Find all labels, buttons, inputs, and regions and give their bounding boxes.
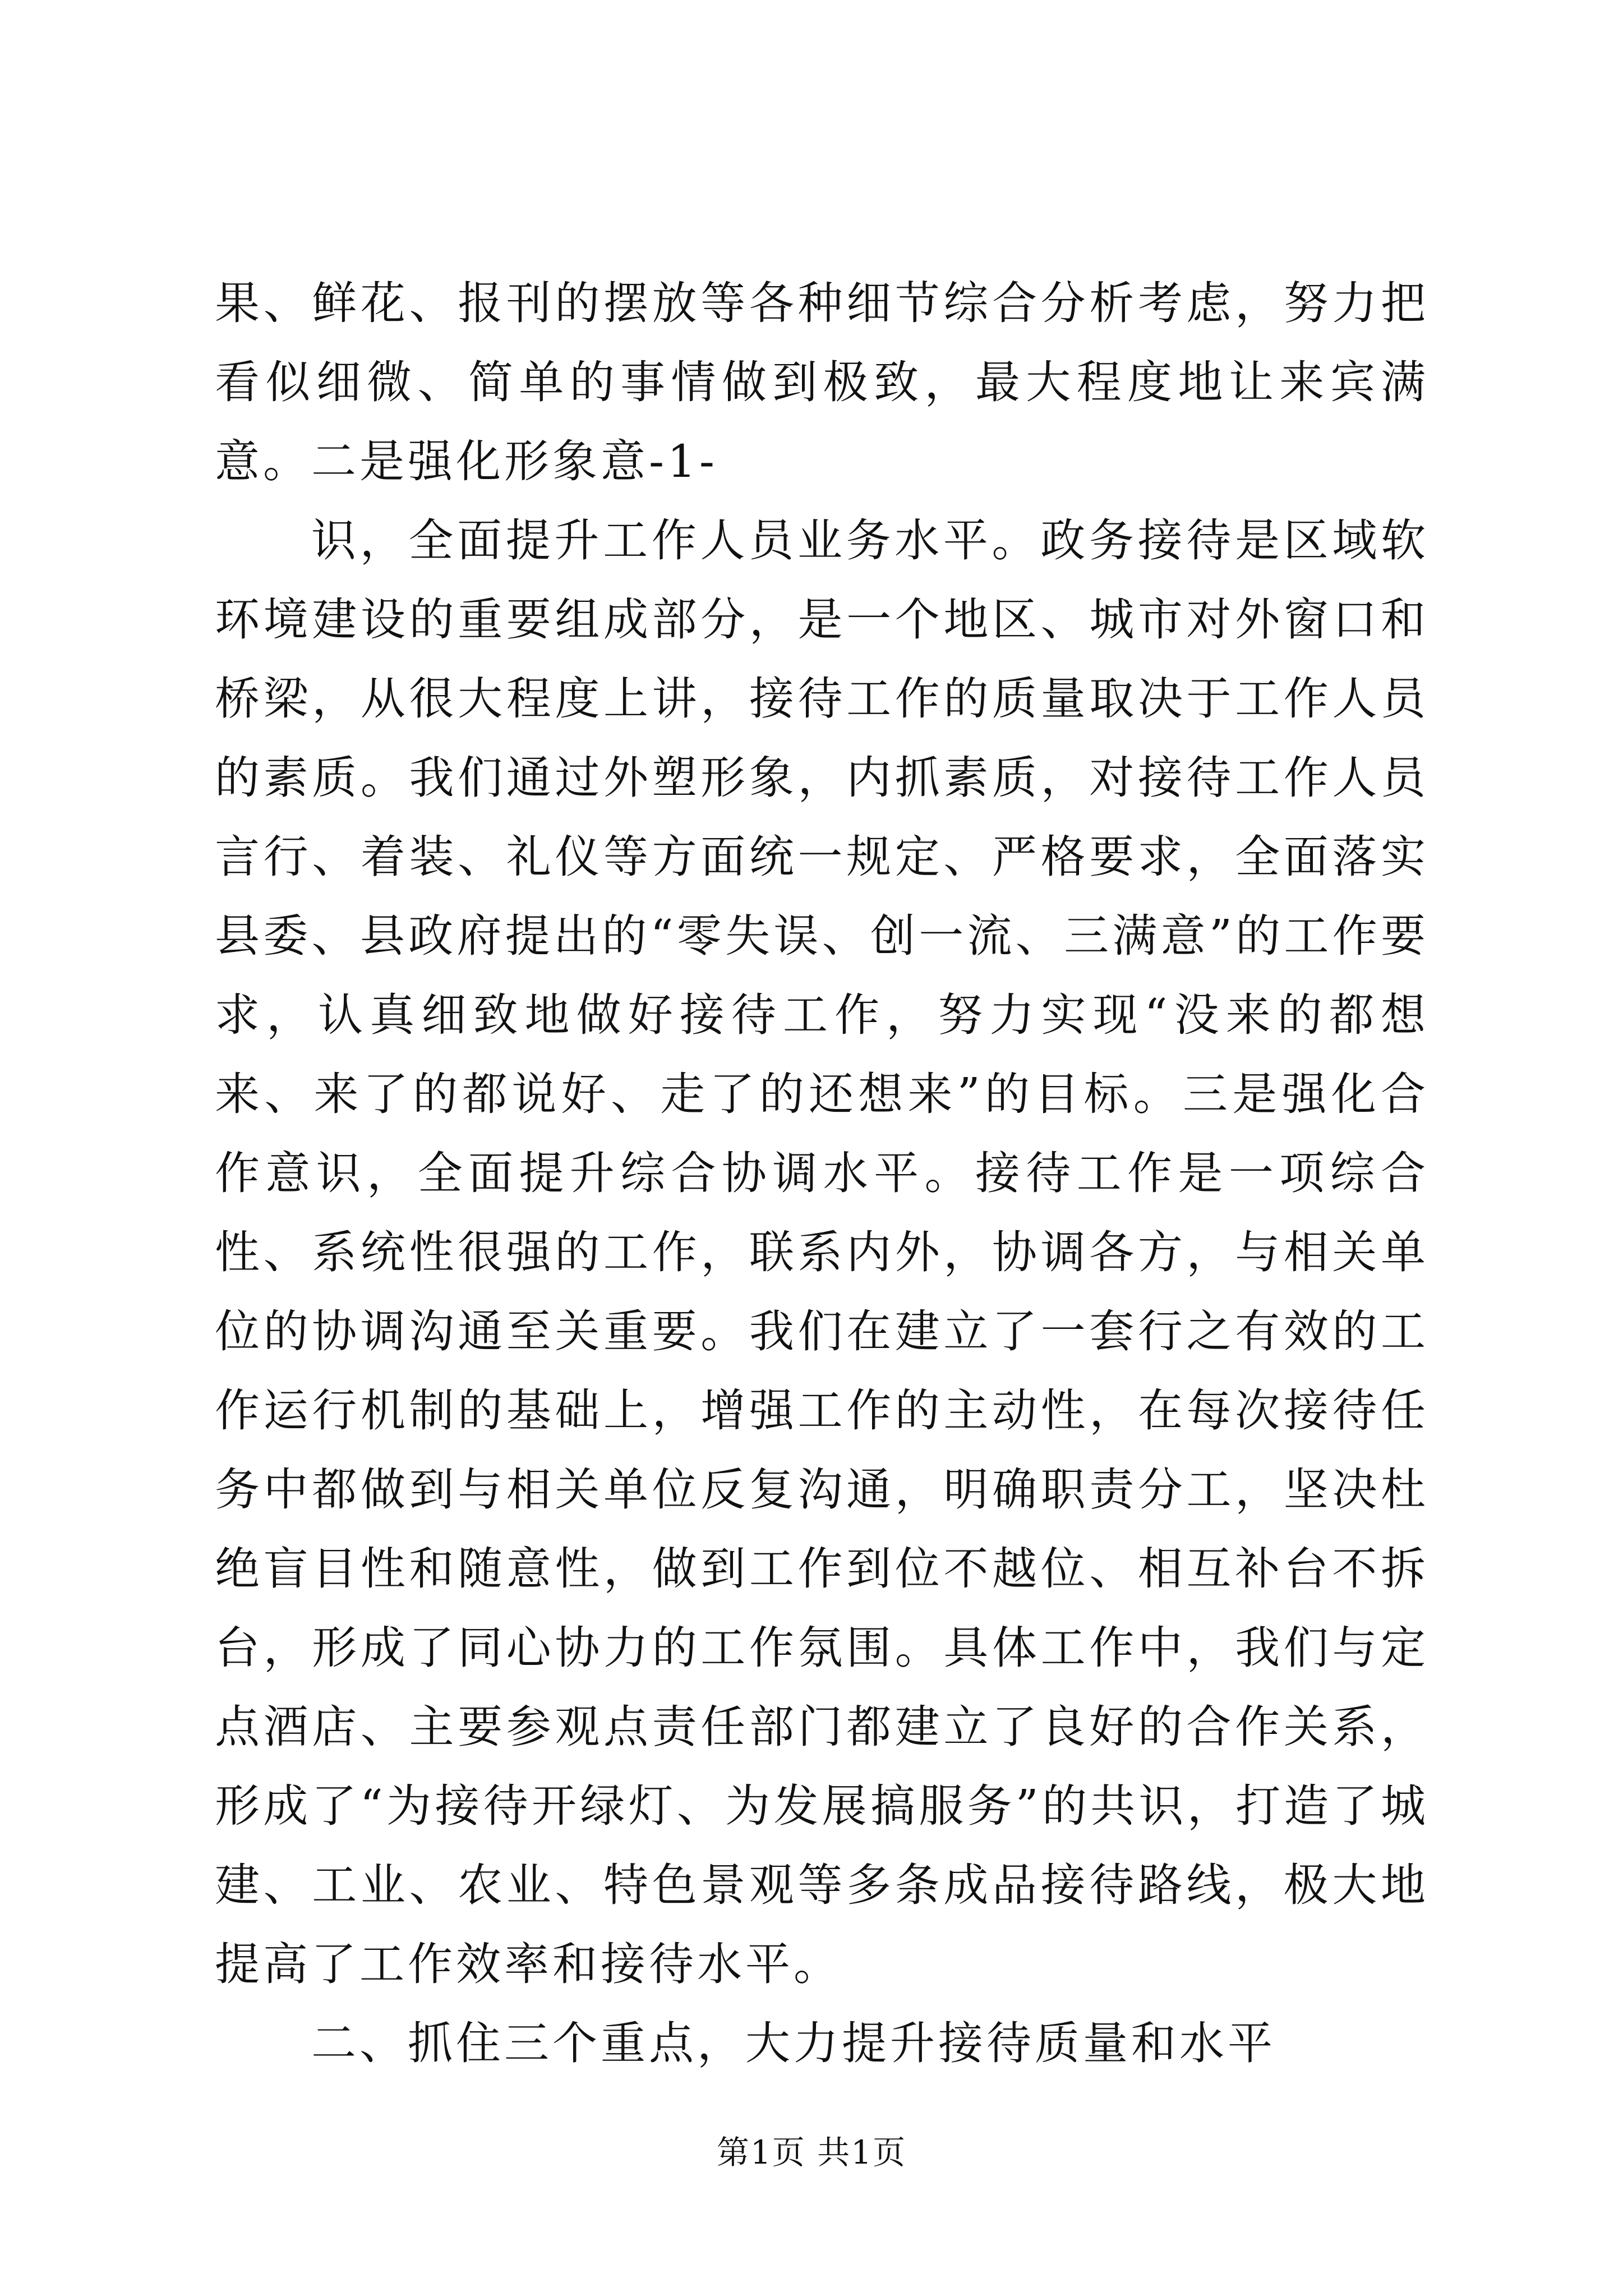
paragraph-continuation: 果、鲜花、报刊的摆放等各种细节综合分析考虑，努力把看似细微、简单的事情做到极致，最大程度地让来宾满意。二是强化形象意-1-	[215, 277, 1429, 487]
page-footer: 第1页 共1页	[716, 2133, 907, 2171]
section-heading: 二、抓住三个重点，大力提升接待质量和水平	[311, 2017, 1276, 2069]
body-text	[215, 264, 1429, 2083]
paragraph-main: 识，全面提升工作人员业务水平。政务接待是区域软环境建设的重要组成部分，是一个地区、城市对外窗口和桥梁，从很大程度上讲，接待工作的质量取决于工作人员的素质。我们通过外塑形象，内抓素质，对接待工作人员言行、着装、礼仪等方面统一规定、严格要求，全面落实县委、县政府提出的“零失误、创一流、三满意”的工作要求，认真细致地做好接待工作，努力实现“没来的都想来、来了的都说好、走了的还想来”的目标。三是强化合作意识，全面提升综合协调水平。接待工作是一项综合性、系统性很强的工作，联系内外，协调各方，与相关单位的协调沟通至关重要。我们在建立了一套行之有效的工作运行机制的基础上，增强工作的主动性，在每次接待任务中都做到与相关单位反复沟通，明确职责分工，坚决杜绝盲目性和随意性，做到工作到位不越位、相互补台不拆台，形成了同心协力的工作氛围。具体工作中，我们与定点酒店、主要参观点责任部门都建立了良好的合作关系，形成了“为接待开绿灯、为发展搞服务”的共识，打造了城建、工业、农业、特色景观等多条成品接待路线，极大地提高了工作效率和接待水平。	[215, 514, 1429, 1990]
